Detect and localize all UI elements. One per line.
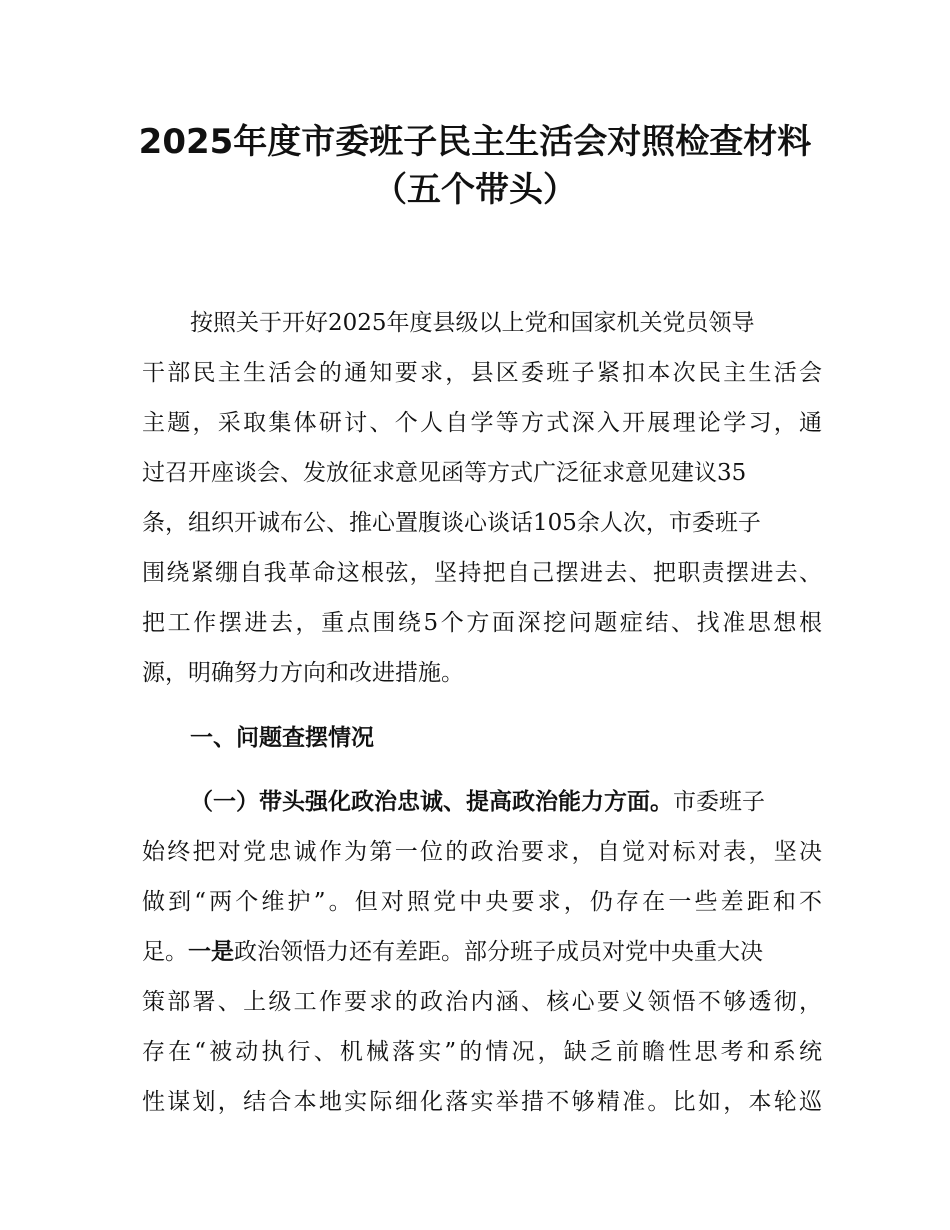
section-heading: 一、问题查摆情况 bbox=[190, 725, 374, 751]
paragraph-line: 条，组织开诚布公、推心置腹谈心谈话105余人次，市委班子 bbox=[142, 510, 761, 536]
document-subtitle: （五个带头） bbox=[373, 170, 577, 210]
paragraph-text: 足。 bbox=[142, 939, 188, 965]
paragraph-line: 干部民主生活会的通知要求，县区委班子紧扣本次民主生活会 bbox=[142, 360, 822, 386]
paragraph-line bbox=[190, 777, 822, 827]
emphasis-label: 一是 bbox=[188, 939, 234, 965]
paragraph-line: 策部署、上级工作要求的政治内涵、核心要义领悟不够透彻， bbox=[142, 989, 822, 1015]
paragraph-line: 过召开座谈会、发放征求意见函等方式广泛征求意见建议35 bbox=[142, 460, 747, 486]
paragraph-text: 市委班子 bbox=[673, 789, 765, 815]
paragraph-line: 源，明确努力方向和改进措施。 bbox=[142, 660, 464, 686]
subsection-heading: （一）带头强化政治忠诚、提高政治能力方面。 bbox=[190, 789, 673, 815]
paragraph-line: 做到“两个维护”。但对照党中央要求，仍存在一些差距和不 bbox=[142, 889, 822, 915]
paragraph-line: 围绕紧绷自我革命这根弦，坚持把自己摆进去、把职责摆进去、 bbox=[142, 560, 822, 586]
paragraph-line: 存在“被动执行、机械落实”的情况，缺乏前瞻性思考和系统 bbox=[142, 1039, 822, 1065]
paragraph-line: 性谋划，结合本地实际细化落实举措不够精准。比如，本轮巡 bbox=[142, 1089, 822, 1115]
paragraph-line: 把工作摆进去，重点围绕5个方面深挖问题症结、找准思想根 bbox=[142, 610, 822, 636]
paragraph-line: 始终把对党忠诚作为第一位的政治要求，自觉对标对表，坚决 bbox=[142, 839, 822, 865]
paragraph-line: 主题，采取集体研讨、个人自学等方式深入开展理论学习，通 bbox=[142, 410, 822, 436]
paragraph-text: 政治领悟力还有差距。部分班子成员对党中央重大决 bbox=[234, 939, 763, 965]
document-title: 2025年度市委班子民主生活会对照检查材料 bbox=[138, 122, 812, 162]
paragraph-line bbox=[142, 927, 822, 977]
paragraph-line: 按照关于开好2025年度县级以上党和国家机关党员领导 bbox=[190, 310, 755, 336]
